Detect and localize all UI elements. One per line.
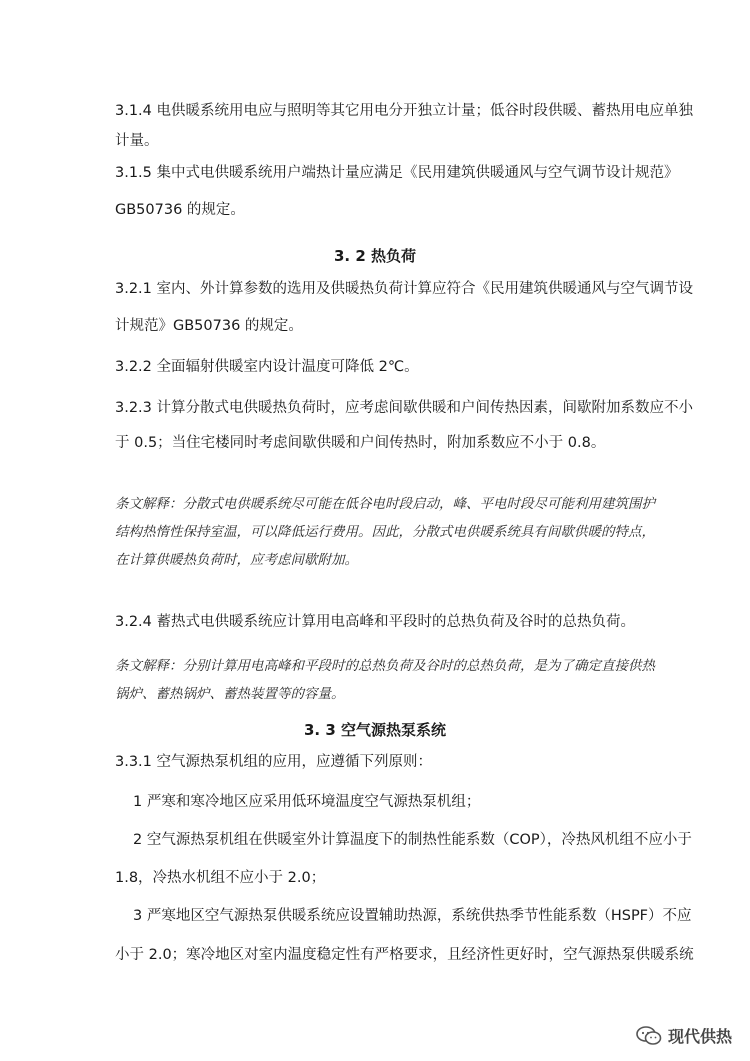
clause-3-3-1-item-2-line-2: 1.8，冷热水机组不应小于 2.0； [115,870,326,886]
explanation-2-line-1: 条文解释：分别计算用电高峰和平段时的总热负荷及谷时的总热负荷，是为了确定直接供热 [115,658,655,674]
clause-3-2-2: 3.2.2 全面辐射供暖室内设计温度可降低 2℃。 [115,359,419,375]
clause-3-3-1-item-3-line-1: 3 严寒地区空气源热泵供暖系统应设置辅助热源，系统供热季节性能系数（HSPF）不应 [133,908,692,924]
clause-3-3-1-item-1: 1 严寒和寒冷地区应采用低环境温度空气源热泵机组； [133,794,481,810]
clause-3-1-5-line-2: GB50736 的规定。 [115,202,245,218]
clause-3-1-5-line-1: 3.1.5 集中式电供暖系统用户端热计量应满足《民用建筑供暖通风与空气调节设计规范》 [115,165,679,181]
watermark [636,1024,732,1047]
clause-3-1-4-line-2: 计量。 [115,133,159,149]
clause-3-3-1-item-2-line-1: 2 空气源热泵机组在供暖室外计算温度下的制热性能系数（COP），冷热风机组不应小于 [133,832,692,848]
explanation-1-line-1: 条文解释：分散式电供暖系统尽可能在低谷电时段启动，峰、平电时段尽可能利用建筑围护 [115,496,655,512]
section-heading-3-3: 3. 3 空气源热泵系统 [303,721,447,739]
clause-3-1-4-line-1: 3.1.4 电供暖系统用电应与照明等其它用电分开独立计量；低谷时段供暖、蓄热用电应单独 [115,103,693,119]
explanation-1-line-3: 在计算供暖热负荷时，应考虑间歇附加。 [115,552,358,568]
clause-3-2-1-line-1: 3.2.1 室内、外计算参数的选用及供暖热负荷计算应符合《民用建筑供暖通风与空气调节设 [115,281,693,297]
clause-3-2-3-line-1: 3.2.3 计算分散式电供暖热负荷时，应考虑间歇供暖和户间传热因素，间歇附加系数应不小 [115,400,693,416]
clause-3-3-1-item-3-line-2: 小于 2.0；寒冷地区对室内温度稳定性有严格要求，且经济性更好时，空气源热泵供暖系统 [115,947,694,963]
clause-3-2-1-line-2: 计规范》GB50736 的规定。 [115,318,303,334]
section-heading-3-2: 3. 2 热负荷 [333,247,417,265]
watermark-text: 现代供热 [667,1027,732,1046]
clause-3-3-1-intro: 3.3.1 空气源热泵机组的应用，应遵循下列原则： [115,754,433,770]
explanation-2-line-2: 锅炉、蓄热锅炉、蓄热装置等的容量。 [115,686,345,702]
clause-3-2-3-line-2: 于 0.5；当住宅楼同时考虑间歇供暖和户间传热时，附加系数应不小于 0.8。 [115,435,606,451]
wechat-icon [636,1026,662,1046]
explanation-1-line-2: 结构热惰性保持室温，可以降低运行费用。因此，分散式电供暖系统具有间歇供暖的特点， [115,524,655,540]
clause-3-2-4: 3.2.4 蓄热式电供暖系统应计算用电高峰和平段时的总热负荷及谷时的总热负荷。 [115,614,636,630]
